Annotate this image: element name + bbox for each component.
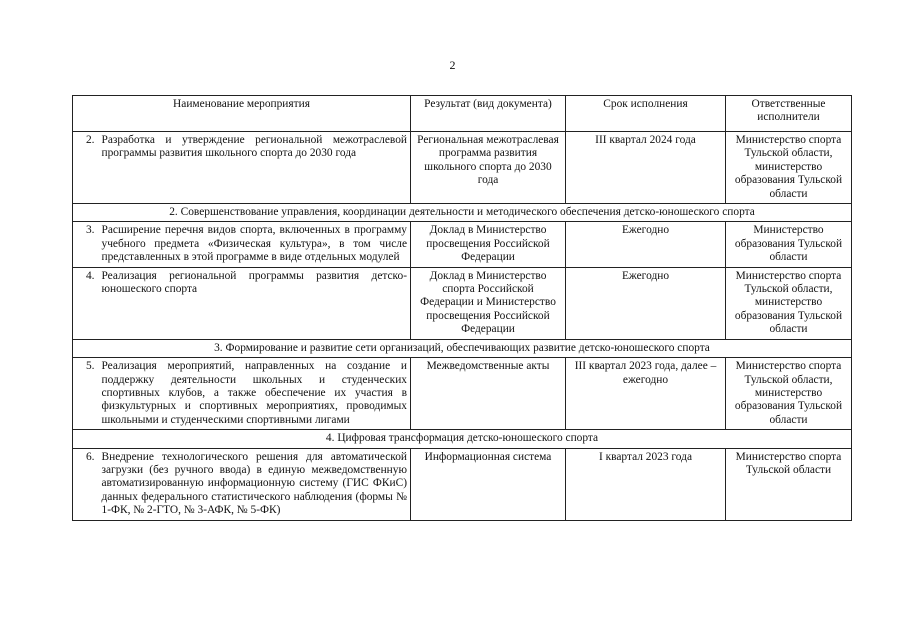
event-result: Межведомственные акты xyxy=(411,358,566,430)
row-number: 3. xyxy=(73,222,99,267)
event-deadline: I квартал 2023 года xyxy=(566,448,726,520)
event-name: Реализация региональной программы развития детско-юношеского спорта xyxy=(99,267,411,339)
table-row xyxy=(73,448,852,520)
header-responsible: Ответственные исполнители xyxy=(726,96,852,132)
table-row xyxy=(73,132,852,204)
row-number: 2. xyxy=(73,132,99,204)
event-responsible: Министерство спорта Тульской области xyxy=(726,448,852,520)
table-row xyxy=(73,267,852,339)
event-responsible: Министерство спорта Тульской области, министерство образования Тульской области xyxy=(726,267,852,339)
table-header-row xyxy=(73,96,852,132)
event-result: Региональная межотраслевая программа развития школьного спорта до 2030 года xyxy=(411,132,566,204)
event-name: Реализация мероприятий, направленных на создание и поддержку деятельности школьных и студенческих спортивных клубов, а также обеспечение их участия в физкультурных и спортивных мероприятиях, проводимых школьными и студенческими спортивными лигами xyxy=(99,358,411,430)
header-result: Результат (вид документа) xyxy=(411,96,566,132)
event-result: Доклад в Министерство спорта Российской Федерации и Министерство просвещения Российской Федерации xyxy=(411,267,566,339)
section-title: 4. Цифровая трансформация детско-юношеского спорта xyxy=(73,430,852,448)
event-responsible: Министерство спорта Тульской области, министерство образования Тульской области xyxy=(726,358,852,430)
row-number: 6. xyxy=(73,448,99,520)
event-responsible: Министерство спорта Тульской области, министерство образования Тульской области xyxy=(726,132,852,204)
table-row xyxy=(73,358,852,430)
header-deadline: Срок исполнения xyxy=(566,96,726,132)
page-number: 2 xyxy=(449,58,456,72)
section-row xyxy=(73,339,852,357)
table-row xyxy=(73,222,852,267)
event-name: Расширение перечня видов спорта, включенных в программу учебного предмета «Физическая культура», в том числе представленных в этой программе в виде отдельных модулей xyxy=(99,222,411,267)
event-name: Разработка и утверждение региональной межотраслевой программы развития школьного спорта до 2030 года xyxy=(99,132,411,204)
section-row xyxy=(73,430,852,448)
event-name: Внедрение технологического решения для автоматической загрузки (без ручного ввода) в единую межведомственную автоматизированную информационную систему (ГИС ФКиС) данных федерального статистического наблюдения (формы № 1-ФК, № 2-ГТО, № 3-АФК, № 5-ФК) xyxy=(99,448,411,520)
row-number: 4. xyxy=(73,267,99,339)
section-row xyxy=(73,204,852,222)
header-name: Наименование мероприятия xyxy=(73,96,411,132)
events-table xyxy=(72,95,852,521)
section-title: 2. Совершенствование управления, координации деятельности и методического обеспечения детско-юношеского спорта xyxy=(73,204,852,222)
event-deadline: Ежегодно xyxy=(566,222,726,267)
section-title: 3. Формирование и развитие сети организаций, обеспечивающих развитие детско-юношеского спорта xyxy=(73,339,852,357)
event-deadline: III квартал 2024 года xyxy=(566,132,726,204)
row-number: 5. xyxy=(73,358,99,430)
event-responsible: Министерство образования Тульской области xyxy=(726,222,852,267)
event-deadline: Ежегодно xyxy=(566,267,726,339)
event-result: Доклад в Министерство просвещения Российской Федерации xyxy=(411,222,566,267)
event-result: Информационная система xyxy=(411,448,566,520)
event-deadline: III квартал 2023 года, далее – ежегодно xyxy=(566,358,726,430)
